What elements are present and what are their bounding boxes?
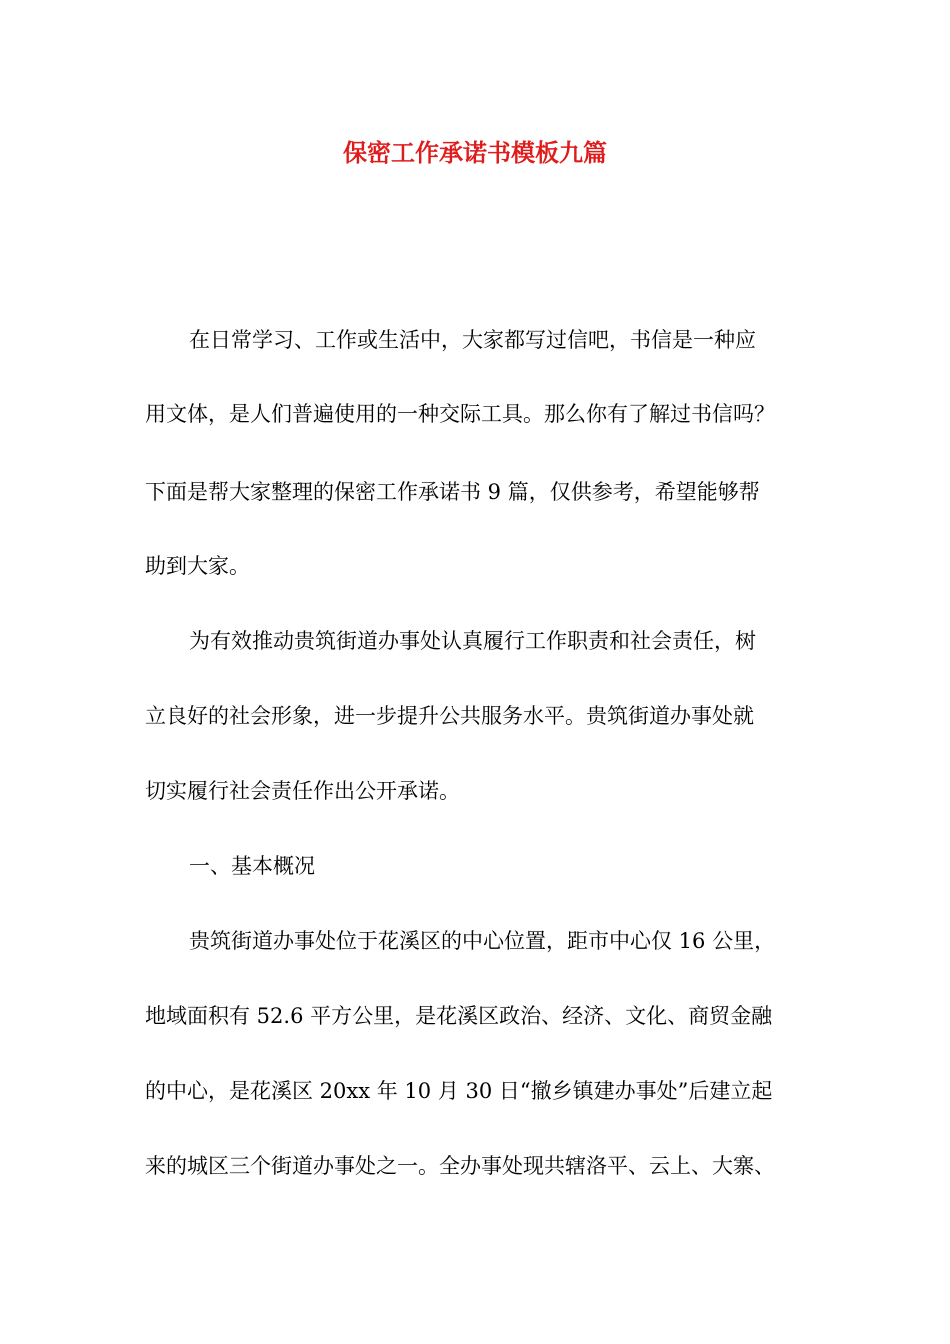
paragraph-2-line-2: 立良好的社会形象，进一步提升公共服务水平。贵筑街道办事处就	[145, 704, 754, 728]
paragraph-2-line-1: 为有效推动贵筑街道办事处认真履行工作职责和社会责任，树	[189, 629, 756, 653]
paragraph-1-line-1: 在日常学习、工作或生活中，大家都写过信吧，书信是一种应	[189, 328, 756, 352]
paragraph-3-line-3: 的中心，是花溪区 20xx 年 10 月 30 日“撤乡镇建办事处”后建立起	[145, 1079, 773, 1103]
paragraph-2-line-3: 切实履行社会责任作出公开承诺。	[145, 779, 460, 803]
paragraph-1-line-2: 用文体，是人们普遍使用的一种交际工具。那么你有了解过书信吗？	[145, 402, 775, 426]
document-title: 保密工作承诺书模板九篇	[343, 138, 607, 167]
paragraph-3-line-1: 贵筑街道办事处位于花溪区的中心位置，距市中心仅 16 公里，	[189, 929, 776, 953]
paragraph-3-line-4: 来的城区三个街道办事处之一。全办事处现共辖洛平、云上、大寨、	[145, 1154, 775, 1178]
paragraph-3-line-2: 地域面积有 52.6 平方公里，是花溪区政治、经济、文化、商贸金融	[145, 1004, 773, 1028]
paragraph-1-line-3: 下面是帮大家整理的保密工作承诺书 9 篇，仅供参考，希望能够帮	[145, 480, 760, 504]
section-heading-basic-overview: 一、基本概况	[189, 854, 315, 878]
paragraph-1-line-4: 助到大家。	[145, 554, 250, 578]
